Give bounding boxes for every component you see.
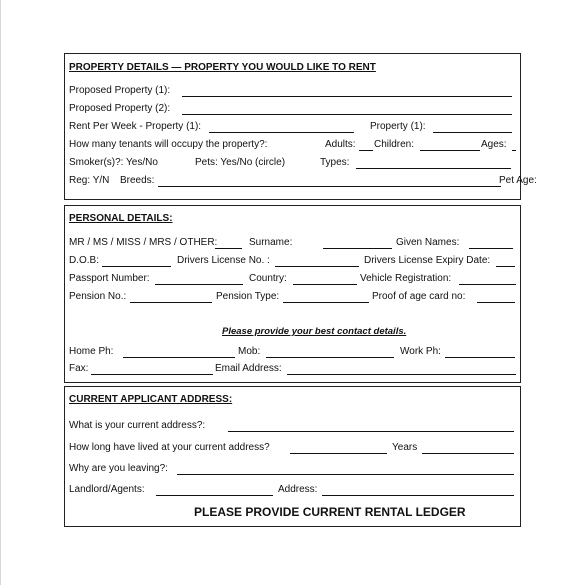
work-phone-label: Work Ph: <box>400 346 441 357</box>
personal-details-heading: PERSONAL DETAILS: <box>69 213 173 224</box>
work-phone-field[interactable] <box>445 357 515 358</box>
license-expiry-label: Drivers License Expiry Date: <box>364 255 491 266</box>
proposed-property-2-field[interactable] <box>182 114 512 115</box>
pension-type-label: Pension Type: <box>216 291 280 302</box>
fax-field[interactable] <box>91 374 213 375</box>
pension-no-field[interactable] <box>130 302 212 303</box>
property-1-label: Property (1): <box>370 121 426 132</box>
property-details-heading: PROPERTY DETAILS — PROPERTY YOU WOULD LIKE TO RENT <box>69 62 376 73</box>
proof-age-label: Proof of age card no: <box>372 291 466 302</box>
given-names-field[interactable] <box>469 248 513 249</box>
how-long-field[interactable] <box>290 453 387 454</box>
ages-label: Ages: <box>481 139 507 150</box>
title-label: MR / MS / MISS / MRS / OTHER: <box>69 237 218 248</box>
current-address-section <box>64 386 521 527</box>
proof-age-field[interactable] <box>477 302 515 303</box>
current-address-heading: CURRENT APPLICANT ADDRESS: <box>69 394 233 405</box>
leaving-reason-label: Why are you leaving?: <box>69 463 168 474</box>
tenants-label: How many tenants will occupy the property?: <box>69 139 268 150</box>
home-phone-label: Home Ph: <box>69 346 114 357</box>
email-field[interactable] <box>287 374 516 375</box>
personal-details-section <box>64 205 521 383</box>
years-label: Years <box>392 442 418 453</box>
adults-label: Adults: <box>325 139 356 150</box>
pet-age-label: Pet Age: <box>499 175 537 186</box>
dob-label: D.O.B: <box>69 255 100 266</box>
children-field[interactable] <box>420 150 480 151</box>
given-names-label: Given Names: <box>396 237 460 248</box>
property-details-section <box>64 53 537 200</box>
rental-ledger-note: PLEASE PROVIDE CURRENT RENTAL LEDGER <box>194 505 466 519</box>
ages-field[interactable] <box>512 150 516 151</box>
mobile-label: Mob: <box>238 346 261 357</box>
breeds-label: Breeds: <box>120 175 155 186</box>
adults-field[interactable] <box>359 150 373 151</box>
pension-type-field[interactable] <box>283 302 369 303</box>
fax-label: Fax: <box>69 363 89 374</box>
breeds-field[interactable] <box>158 186 501 187</box>
home-phone-field[interactable] <box>123 357 235 358</box>
license-expiry-field[interactable] <box>496 266 515 267</box>
pension-no-label: Pension No.: <box>69 291 127 302</box>
mobile-field[interactable] <box>266 357 394 358</box>
landlord-address-field[interactable] <box>322 495 514 496</box>
surname-field[interactable] <box>323 248 392 249</box>
how-long-label: How long have lived at your current address? <box>69 442 270 453</box>
children-label: Children: <box>374 139 415 150</box>
vehicle-registration-field[interactable] <box>459 284 516 285</box>
proposed-property-2-label: Proposed Property (2): <box>69 103 171 114</box>
email-label: Email Address: <box>215 363 282 374</box>
license-no-field[interactable] <box>275 266 359 267</box>
proposed-property-1-label: Proposed Property (1): <box>69 85 171 96</box>
pet-types-field[interactable] <box>356 168 511 169</box>
dob-field[interactable] <box>102 266 171 267</box>
smokers-label: Smoker(s)?: Yes/No <box>69 157 158 168</box>
vehicle-registration-label: Vehicle Registration: <box>360 273 452 284</box>
passport-label: Passport Number: <box>69 273 150 284</box>
surname-label: Surname: <box>249 237 293 248</box>
contact-details-note: Please provide your best contact details. <box>222 326 407 337</box>
years-field[interactable] <box>422 453 514 454</box>
rent-per-week-label: Rent Per Week - Property (1): <box>69 121 202 132</box>
pets-label: Pets: Yes/No (circle) <box>195 157 286 168</box>
license-no-label: Drivers License No. : <box>177 255 270 266</box>
landlord-field[interactable] <box>156 495 273 496</box>
pet-types-label: Types: <box>320 157 350 168</box>
proposed-property-1-field[interactable] <box>182 96 512 97</box>
title-field[interactable] <box>215 248 242 249</box>
landlord-label: Landlord/Agents: <box>69 484 145 495</box>
rent-per-week-field[interactable] <box>209 132 354 133</box>
landlord-address-label: Address: <box>278 484 318 495</box>
country-label: Country: <box>249 273 287 284</box>
passport-field[interactable] <box>155 284 243 285</box>
current-address-label: What is your current address?: <box>69 420 206 431</box>
country-field[interactable] <box>293 284 357 285</box>
current-address-field[interactable] <box>228 431 514 432</box>
reg-label: Reg: Y/N <box>69 175 110 186</box>
leaving-reason-field[interactable] <box>177 474 514 475</box>
property-1-field[interactable] <box>433 132 512 133</box>
